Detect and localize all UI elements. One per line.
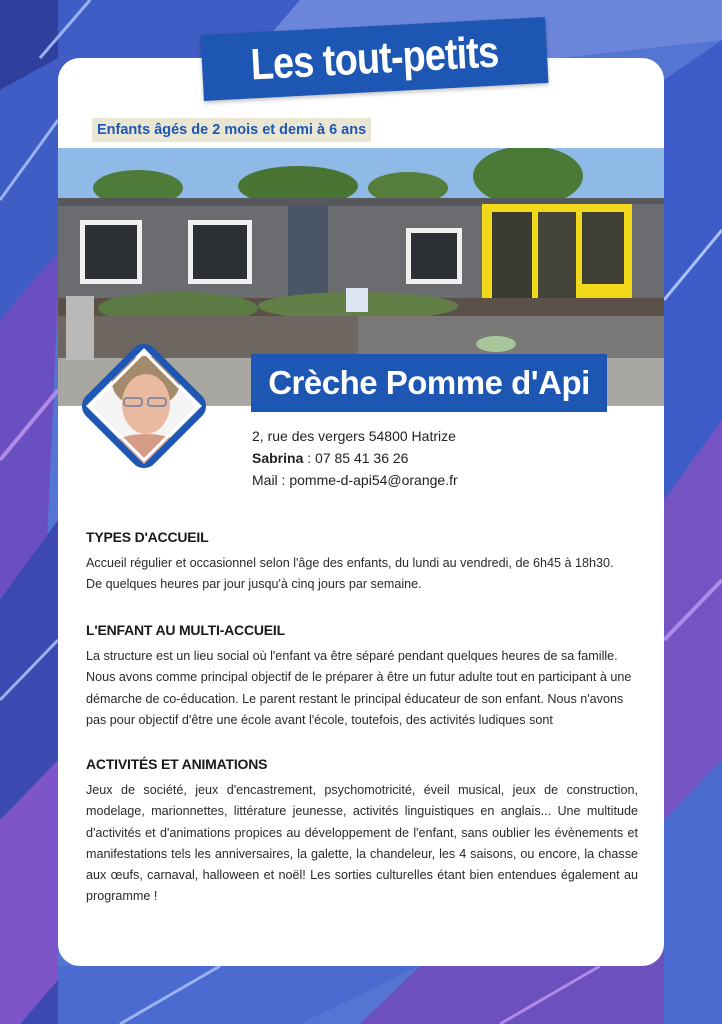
contact-block [252,425,632,491]
section-heading: TYPES D'ACCUEIL [86,529,209,545]
person-name: Sabrina [252,450,304,466]
section-activites-animations [86,754,638,908]
mail-address: Mail : pomme-d-api54@orange.fr [252,472,458,488]
section-line: De quelques heures par jour jusqu'à cinq jours par semaine. [86,577,422,592]
section-types-accueil [86,527,638,596]
section-heading: L'ENFANT AU MULTI-ACCUEIL [86,622,285,638]
creche-name-heading: Crèche Pomme d'Api [251,354,607,412]
contact-portrait [80,342,208,470]
section-line: pas pour objectif d'être une école avant l'école, toutefois, des activités ludiques sont [86,712,553,727]
contact-person [252,447,632,469]
address: 2, rue des vergers 54800 Hatrize [252,428,456,444]
section-line: Accueil régulier et occasionnel selon l'âge des enfants, du lundi au vendredi, de 6h45 à 18h30. [86,556,614,570]
page-title: Les tout-petits [249,27,500,90]
section-enfant-multi-accueil [86,620,638,731]
section-heading: ACTIVITÉS ET ANIMATIONS [86,756,268,772]
section-line: La structure est un lieu social où l'enfant va être séparé pendant quelques heures de sa famille. [86,649,618,663]
section-line: démarche de co-éducation. Le parent restant le principal éducateur de son enfant. Nous n'avons [86,691,624,706]
section-paragraph: Jeux de société, jeux d'encastrement, psychomotricité, éveil musical, jeux de construction, modelage, marionnettes, littérature jeunesse, activités linguistiques en anglais... Une multitude d'activités et d'animations propices au développement de l'enfant, sans oublier les évènements et manifestations tels les anniversaires, la galette, la chandeleur, les 4 saisons, ou encore, la chasse aux œufs, carnaval, halloween et noël! Les sorties culturelles étant bien entendues également au programme ! [86,783,638,904]
section-line: Nous avons comme principal objectif de le préparer à être un futur adulte tout en participant à une [86,670,632,685]
age-range-subtitle: Enfants âgés de 2 mois et demi à 6 ans [92,118,371,142]
phone-number: : 07 85 41 36 26 [303,450,409,466]
